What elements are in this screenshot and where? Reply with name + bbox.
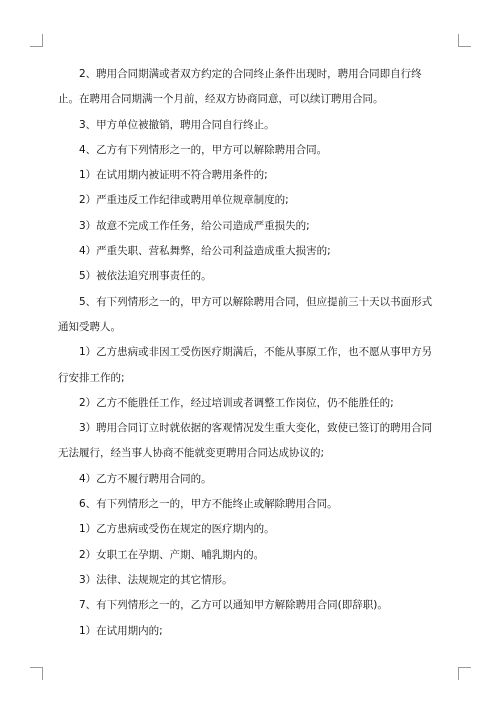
- paragraph: 4、乙方有下列情形之一的，甲方可以解除聘用合同。: [79, 143, 328, 156]
- list-item: 3）故意不完成工作任务，给公司造成严重损失的;: [79, 219, 310, 232]
- list-item: 5）被依法追究刑事责任的。: [79, 270, 212, 283]
- list-item: 4）严重失职、营私舞弊，给公司利益造成重大损害的;: [79, 245, 331, 258]
- crop-mark-top-left: [30, 34, 43, 47]
- list-item: 2）严重违反工作纪律或聘用单位规章制度的;: [79, 194, 289, 207]
- crop-mark-bottom-left: [30, 667, 43, 680]
- paragraph: 2、聘用合同期满或者双方约定的合同终止条件出现时，聘用合同即自行终止。在聘用合同期满一个月前，经双方协商同意，可以续订聘用合同。: [58, 68, 422, 106]
- list-item: 3）聘用合同订立时就依据的客观情况发生重大变化，致使已签订的聘用合同无法履行，经当事人协商不能就变更聘用合同达成协议的;: [58, 422, 433, 460]
- list-item: 4）乙方不履行聘用合同的。: [79, 472, 212, 485]
- paragraph: 5、有下列情形之一的，甲方可以解除聘用合同，但应提前三十天以书面形式通知受聘人。: [58, 295, 433, 333]
- list-item: 2）女职工在孕期、产期、哺乳期内的。: [79, 548, 265, 561]
- paragraph: 6、有下列情形之一的，甲方不能终止或解除聘用合同。: [79, 498, 338, 511]
- list-item: 2）乙方不能胜任工作，经过培训或者调整工作岗位，仍不能胜任的;: [79, 396, 394, 409]
- paragraph: 7、有下列情形之一的，乙方可以通知甲方解除聘用合同(即辞职)。: [79, 599, 388, 612]
- crop-mark-top-right: [458, 34, 471, 47]
- list-item: 1）乙方患病或受伤在规定的医疗期内的。: [79, 523, 275, 536]
- list-item: 3）法律、法规规定的其它情形。: [79, 573, 233, 586]
- list-item: 1）在试用期内被证明不符合聘用条件的;: [79, 169, 268, 182]
- list-item: 1）在试用期内的;: [79, 624, 163, 637]
- list-item: 1）乙方患病或非因工受伤医疗期满后，不能从事原工作，也不愿从事甲方另行安排工作的;: [58, 346, 433, 384]
- crop-mark-bottom-right: [458, 667, 471, 680]
- document-body: [58, 62, 442, 644]
- paragraph: 3、甲方单位被撤销，聘用合同自行终止。: [79, 118, 275, 131]
